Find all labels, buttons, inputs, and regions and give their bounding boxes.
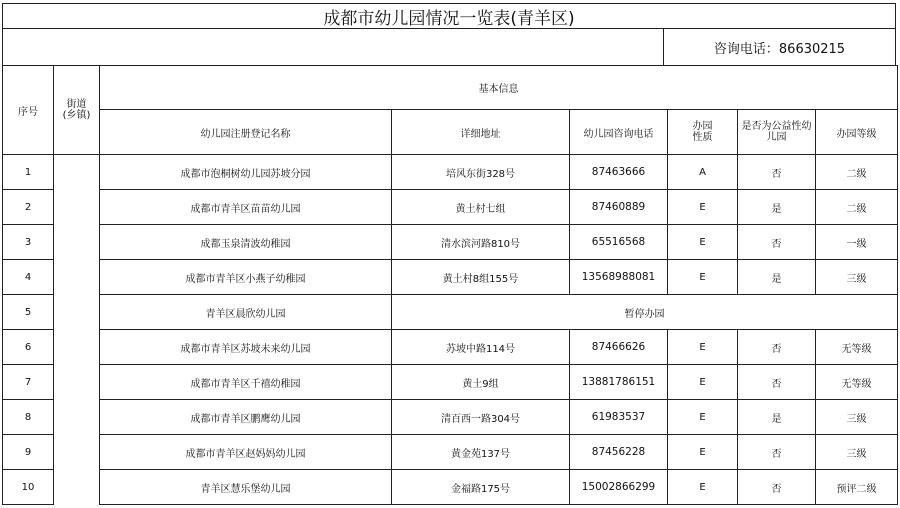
cell-name: 成都市青羊区赵妈妈幼儿园	[100, 435, 392, 470]
cell-level: 二级	[816, 190, 898, 225]
header-nature-line1: 办园	[692, 121, 713, 132]
cell-seq: 10	[3, 470, 54, 505]
header-row-1	[3, 66, 898, 110]
header-tel: 幼儿园咨询电话	[570, 110, 668, 155]
cell-public: 否	[738, 365, 816, 400]
cell-tel: 65516568	[570, 225, 668, 260]
cell-level: 一级	[816, 225, 898, 260]
header-nature-line2: 性质	[692, 132, 713, 143]
header-street-line2: (乡镇)	[62, 110, 91, 121]
cell-tel: 87460889	[570, 190, 668, 225]
cell-address: 苏坡中路114号	[392, 330, 570, 365]
cell-nature: A	[668, 155, 738, 190]
cell-seq: 7	[3, 365, 54, 400]
cell-name: 成都市青羊区小燕子幼稚园	[100, 260, 392, 295]
cell-public: 否	[738, 225, 816, 260]
cell-name: 青羊区晨欣幼儿园	[100, 295, 392, 330]
cell-seq: 2	[3, 190, 54, 225]
cell-name: 成都市青羊区苗苗幼儿园	[100, 190, 392, 225]
cell-level: 三级	[816, 435, 898, 470]
table-row	[3, 155, 898, 190]
cell-name: 成都市青羊区鹏鹰幼儿园	[100, 400, 392, 435]
header-seq: 序号	[3, 66, 54, 155]
table-row	[3, 330, 898, 365]
cell-street	[54, 155, 100, 505]
cell-note: 暂停办园	[392, 295, 898, 330]
cell-seq: 1	[3, 155, 54, 190]
cell-address: 培风东街328号	[392, 155, 570, 190]
cell-nature: E	[668, 365, 738, 400]
table-row	[3, 470, 898, 505]
cell-nature: E	[668, 260, 738, 295]
table-row	[3, 400, 898, 435]
cell-address: 清百西一路304号	[392, 400, 570, 435]
header-nature	[668, 110, 738, 155]
cell-public: 否	[738, 155, 816, 190]
cell-name: 成都市青羊区千禧幼稚园	[100, 365, 392, 400]
cell-level: 三级	[816, 400, 898, 435]
cell-level: 预评二级	[816, 470, 898, 505]
table-row	[3, 225, 898, 260]
phone-row	[2, 28, 896, 66]
cell-level: 无等级	[816, 330, 898, 365]
cell-name: 成都市泡桐树幼儿园苏坡分园	[100, 155, 392, 190]
cell-nature: E	[668, 470, 738, 505]
header-row-2	[3, 110, 898, 155]
cell-seq: 9	[3, 435, 54, 470]
cell-seq: 4	[3, 260, 54, 295]
cell-tel: 15002866299	[570, 470, 668, 505]
cell-level: 二级	[816, 155, 898, 190]
cell-seq: 8	[3, 400, 54, 435]
cell-public: 是	[738, 400, 816, 435]
cell-level: 无等级	[816, 365, 898, 400]
cell-address: 黄土村七组	[392, 190, 570, 225]
table-row	[3, 435, 898, 470]
cell-name: 青羊区慧乐堡幼儿园	[100, 470, 392, 505]
cell-tel: 87456228	[570, 435, 668, 470]
kindergarten-table	[2, 65, 898, 505]
cell-address: 黄土村8组155号	[392, 260, 570, 295]
cell-tel: 61983537	[570, 400, 668, 435]
cell-seq: 5	[3, 295, 54, 330]
table-row	[3, 260, 898, 295]
header-name: 幼儿园注册登记名称	[100, 110, 392, 155]
cell-nature: E	[668, 330, 738, 365]
cell-tel: 13568988081	[570, 260, 668, 295]
cell-seq: 3	[3, 225, 54, 260]
header-level: 办园等级	[816, 110, 898, 155]
cell-tel: 87463666	[570, 155, 668, 190]
cell-address: 金福路175号	[392, 470, 570, 505]
cell-name: 成都玉泉清波幼稚园	[100, 225, 392, 260]
cell-level: 三级	[816, 260, 898, 295]
cell-seq: 6	[3, 330, 54, 365]
cell-nature: E	[668, 435, 738, 470]
table-row	[3, 365, 898, 400]
cell-public: 否	[738, 330, 816, 365]
cell-nature: E	[668, 400, 738, 435]
cell-address: 清水滨河路810号	[392, 225, 570, 260]
sheet-title: 成都市幼儿园情况一览表(青羊区)	[2, 3, 896, 29]
cell-name: 成都市青羊区苏坡未来幼儿园	[100, 330, 392, 365]
cell-public: 是	[738, 260, 816, 295]
header-address: 详细地址	[392, 110, 570, 155]
header-street	[54, 66, 100, 155]
cell-tel: 87466626	[570, 330, 668, 365]
consult-phone: 咨询电话：86630215	[713, 41, 846, 57]
cell-public: 否	[738, 435, 816, 470]
header-public	[738, 110, 816, 155]
cell-nature: E	[668, 190, 738, 225]
cell-nature: E	[668, 225, 738, 260]
table-row	[3, 295, 898, 330]
cell-public: 否	[738, 470, 816, 505]
header-basic-info: 基本信息	[100, 66, 898, 110]
header-public-line2: 儿园	[766, 132, 787, 143]
cell-address: 黄土9组	[392, 365, 570, 400]
header-public-line1: 是否为公益性幼	[741, 121, 812, 132]
table-row	[3, 190, 898, 225]
cell-tel: 13881786151	[570, 365, 668, 400]
cell-address: 黄金苑137号	[392, 435, 570, 470]
header-street-line1: 街道	[66, 99, 87, 110]
cell-public: 是	[738, 190, 816, 225]
